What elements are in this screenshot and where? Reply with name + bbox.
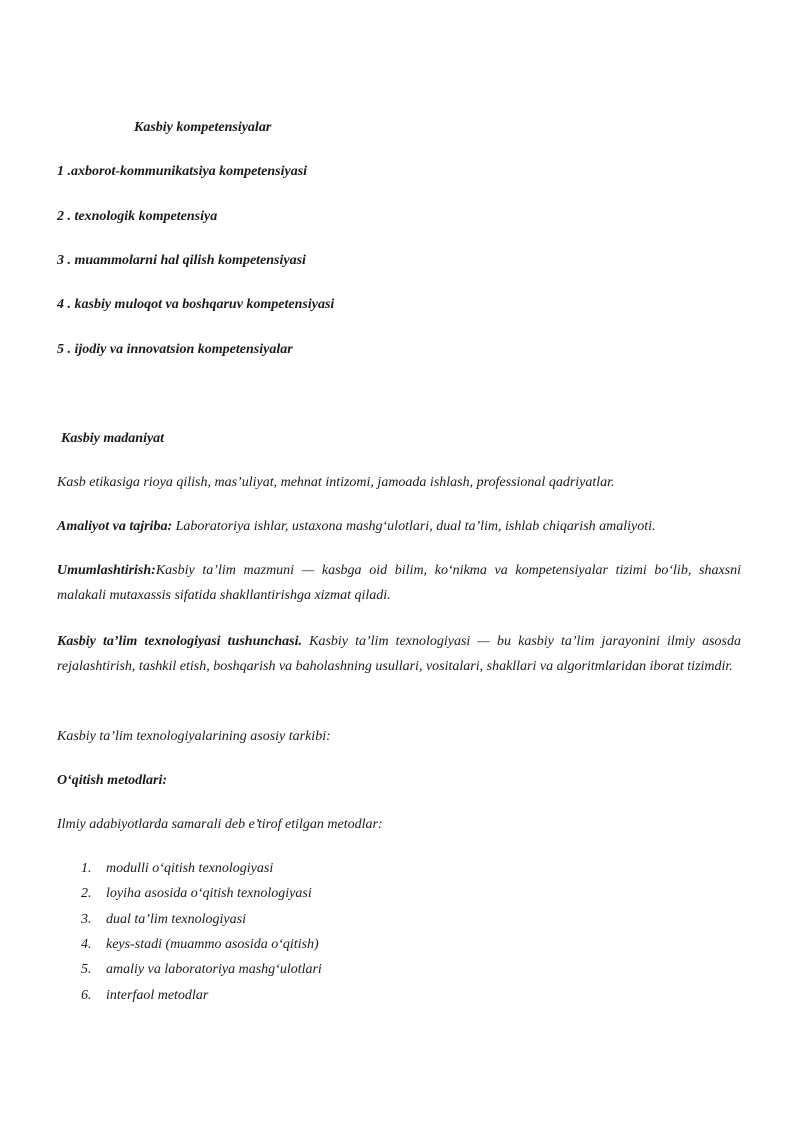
concept-paragraph: [57, 629, 741, 679]
competency-item: 5 . ijodiy va innovatsion kompetensiyalar: [57, 342, 293, 357]
list-text: loyiha asosida o‘qitish texnologiyasi: [106, 886, 312, 901]
competency-item: 1 .axborot-kommunikatsiya kompetensiyasi: [57, 164, 308, 179]
list-text: amaliy va laboratoriya mashg‘ulotlari: [106, 962, 322, 977]
practice-text: Laboratoriya ishlar, ustaxona mashg‘ulotlari, dual ta’lim, ishlab chiqarish amaliyoti.: [172, 519, 656, 534]
list-text: dual ta’lim texnologiyasi: [106, 912, 246, 927]
list-text: interfaol metodlar: [106, 988, 209, 1003]
list-number: 2.: [81, 886, 92, 901]
list-text: keys-stadi (muammo asosida o‘qitish): [106, 937, 319, 952]
culture-heading: Kasbiy madaniyat: [61, 431, 165, 446]
list-number: 3.: [81, 912, 92, 927]
list-number: 6.: [81, 988, 92, 1003]
composition-text: Kasbiy ta’lim texnologiyalarining asosiy tarkibi:: [57, 729, 331, 744]
competency-item: 2 . texnologik kompetensiya: [57, 209, 218, 224]
list-number: 1.: [81, 861, 92, 876]
practice-paragraph: [57, 519, 656, 535]
culture-text: Kasb etikasiga rioya qilish, mas’uliyat, mehnat intizomi, jamoada ishlash, professional qadriyatlar.: [57, 475, 615, 490]
practice-lead: Amaliyot va tajriba:: [57, 519, 173, 534]
summary-lead: Umumlashtirish:: [57, 563, 156, 578]
concept-lead: Kasbiy ta’lim texnologiyasi tushunchasi.: [57, 634, 302, 649]
methods-intro: Ilmiy adabiyotlarda samarali deb e’tirof etilgan metodlar:: [57, 817, 383, 832]
competency-item: 4 . kasbiy muloqot va boshqaruv kompetensiyasi: [57, 297, 335, 312]
summary-paragraph: [57, 558, 741, 608]
concept-text: Kasbiy ta’lim texnologiyasi — bu kasbiy ta’lim jarayonini ilmiy asosda rejalashtirish, tashkil etish, boshqarish va baholashning usullari, vositalari, shakllari va algoritmlaridan iborat tizimdir.: [57, 634, 741, 674]
competency-item: 3 . muammolarni hal qilish kompetensiyasi: [57, 253, 306, 268]
summary-text: Kasbiy ta’lim mazmuni — kasbga oid bilim, ko‘nikma va kompetensiyalar tizimi bo‘lib, shaxsni malakali mutaxassis sifatida shakllantirishga xizmat qiladi.: [57, 563, 741, 603]
list-text: modulli o‘qitish texnologiyasi: [106, 861, 274, 876]
methods-heading: O‘qitish metodlari:: [57, 773, 168, 788]
list-number: 5.: [81, 962, 92, 977]
list-number: 4.: [81, 937, 92, 952]
competencies-heading: Kasbiy kompetensiyalar: [134, 120, 272, 135]
